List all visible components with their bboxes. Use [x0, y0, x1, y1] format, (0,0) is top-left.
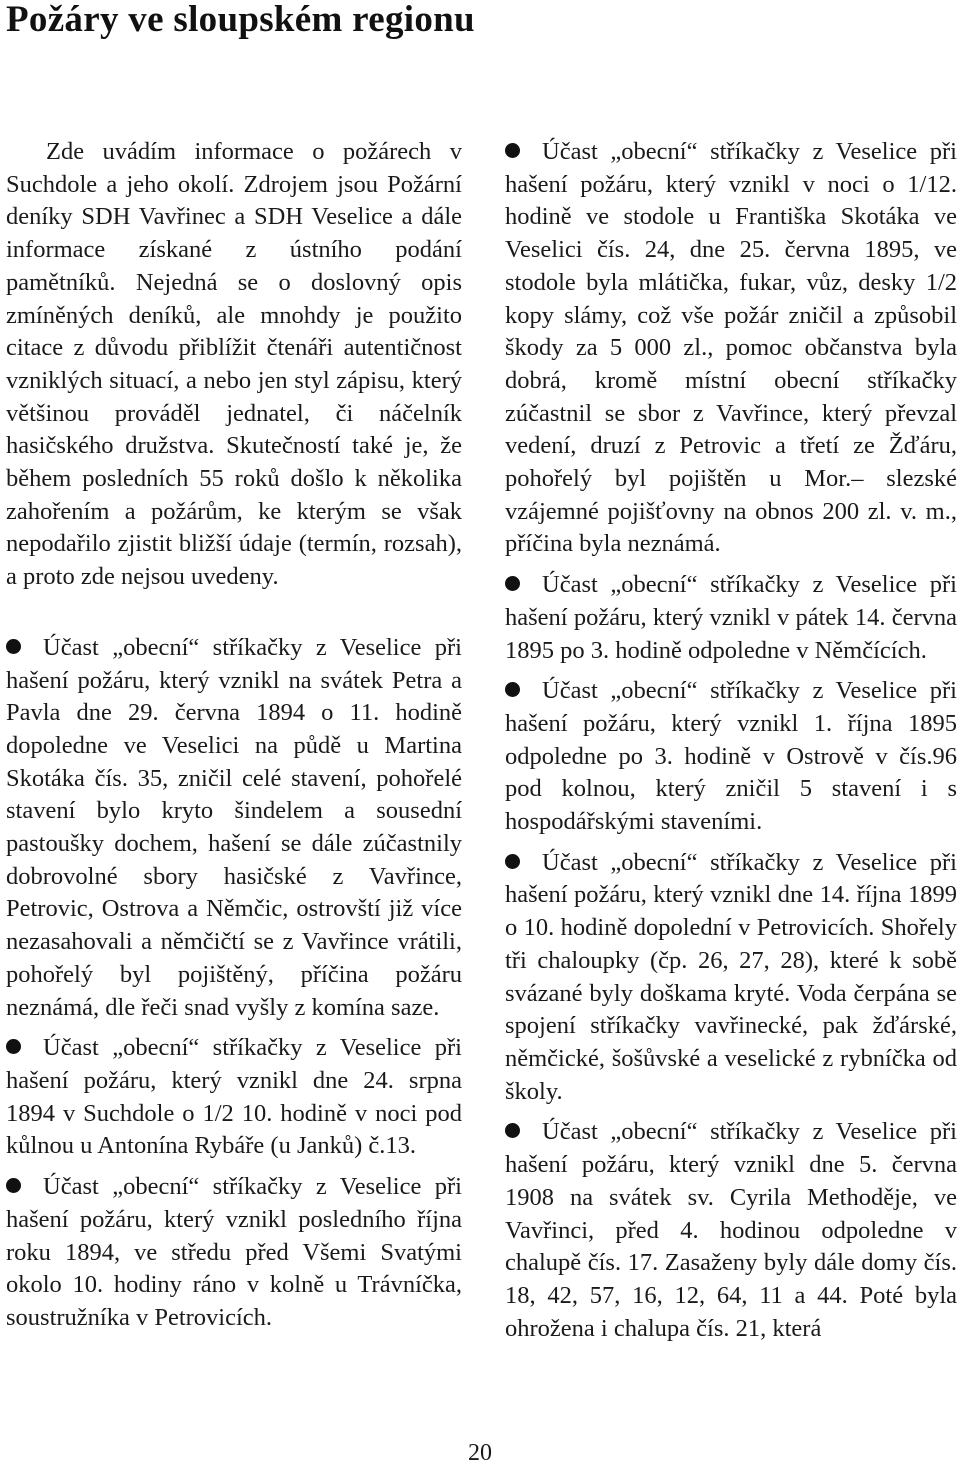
bullet-icon	[6, 1039, 21, 1054]
list-item-text: Účast „obecní“ stříkačky z Veselice při hašení požáru, který vznikl v pátek 14. června 1895 po 3. hodině odpoledne v Němčících.	[505, 571, 957, 664]
list-item	[6, 632, 462, 1024]
list-item	[6, 1032, 462, 1163]
list-item	[6, 1171, 462, 1335]
bullet-icon	[505, 682, 520, 697]
list-item-text: Účast „obecní“ stříkačky z Veselice při hašení požáru, který vznikl dne 14. října 1899 o 10. hodině dopolední v Petrovicích. Shořely tři chaloupky (čp. 26, 27, 28), které k sobě svázané byly doškama kryté. Voda čerpána se spojení stříkačky vavřinecké, pak žďárské, němčické, šošůvské a veselické z rybníčka od školy.	[505, 848, 957, 1105]
left-column	[6, 136, 462, 1335]
list-item-text: Účast „obecní“ stříkačky z Veselice při hašení požáru, který vznikl 1. října 1895 odpoledne po 3. hodině v Ostrově v čís.96 pod kolnou, který zničil 5 stavení i s hospodářskými staveními.	[505, 677, 957, 836]
bullet-icon	[505, 1123, 520, 1138]
list-item-text: Účast „obecní“ stříkačky z Veselice při hašení požáru, který vznikl v noci o 1/12. hodině ve stodole u Františka Skotáka ve Veselici čís. 24, dne 25. června 1895, ve stodole byla mlátička, fukar, vůz, desky 1/2 kopy slámy, což vše požár zničil a způsobil škody za 5 000 zl., pomoc občanstva byla dobrá, kromě místní obecní stříkačky zúčastnil se sbor z Vavřince, který převzal vedení, druzí z Petrovic a třetí ze Žďáru, pohořelý byl pojištěn u Mor.– slezské vzájemné pojišťovny na obnos 200 zl. v. m., příčina byla neznámá.	[505, 138, 957, 558]
list-item	[505, 1116, 957, 1345]
bullet-icon	[505, 576, 520, 591]
list-item	[505, 569, 957, 667]
list-item-text: Účast „obecní“ stříkačky z Veselice při hašení požáru, který vznikl posledního října roku 1894, ve středu před Všemi Svatými okolo 10. hodiny ráno v kolně u Trávníčka, soustružníka v Petrovicích.	[6, 1173, 462, 1331]
intro-paragraph: Zde uvádím informace o požárech v Suchdole a jeho okolí. Zdrojem jsou Požární deníky SDH Vavřinec a SDH Veselice a dále informace získané z ústního podání pamětníků. Nejedná se o doslovný opis zmíněných deníků, ale mnohdy je použito citace z důvodu přiblížit čtenáři autentičnost vzniklých situací, a nebo jen styl zápisu, který většinou prováděl jednatel, či náčelník hasičského družstva. Skutečností také je, že během posledních 55 roků došlo k několika zahořením a požárům, ke kterým se však nepodařilo zjistit bližší údaje (termín, rozsah), a proto zde nejsou uvedeny.	[6, 138, 462, 591]
page-number: 20	[468, 1440, 492, 1466]
bullet-icon	[505, 143, 520, 158]
page-title: Požáry ve sloupském regionu	[6, 0, 475, 40]
list-item	[505, 675, 957, 839]
bullet-icon	[6, 1178, 21, 1193]
bullet-icon	[505, 854, 520, 869]
list-item	[505, 136, 957, 561]
list-item	[505, 847, 957, 1109]
right-column	[505, 136, 957, 1345]
bullet-icon	[6, 639, 21, 654]
list-item-text: Účast „obecní“ stříkačky z Veselice při hašení požáru, který vznikl na svátek Petra a Pavla dne 29. června 1894 o 11. hodině dopoledne ve Veselici na půdě u Martina Skotáka čís. 35, zničil celé stavení, pohořelé stavení bylo kryto šindelem a sousední pastoušky dochem, hašení se dále zúčastnily dobrovolné sbory hasičské z Vavřince, Petrovic, Ostrova a Němčic, ostrovští již více nezasahovali a němčičtí se z Vavřince vrátili, pohořelý byl pojištěný, příčina požáru neznámá, dle řeči snad vyšly z komína saze.	[6, 633, 462, 1021]
list-item-text: Účast „obecní“ stříkačky z Veselice při hašení požáru, který vznikl dne 5. června 1908 na svátek sv. Cyrila Methoděje, ve Vavřinci, před 4. hodinou odpoledne v chalupě čís. 17. Zasaženy byly dále domy čís. 18, 42, 57, 16, 12, 64, 11 a 44. Poté byla ohrožena i chalupa čís. 21, která	[505, 1118, 957, 1342]
list-item-text: Účast „obecní“ stříkačky z Veselice při hašení požáru, který vznikl dne 24. srpna 1894 v Suchdole o 1/2 10. hodině v noci pod kůlnou u Antonína Rybáře (u Janků) č.13.	[6, 1034, 462, 1160]
